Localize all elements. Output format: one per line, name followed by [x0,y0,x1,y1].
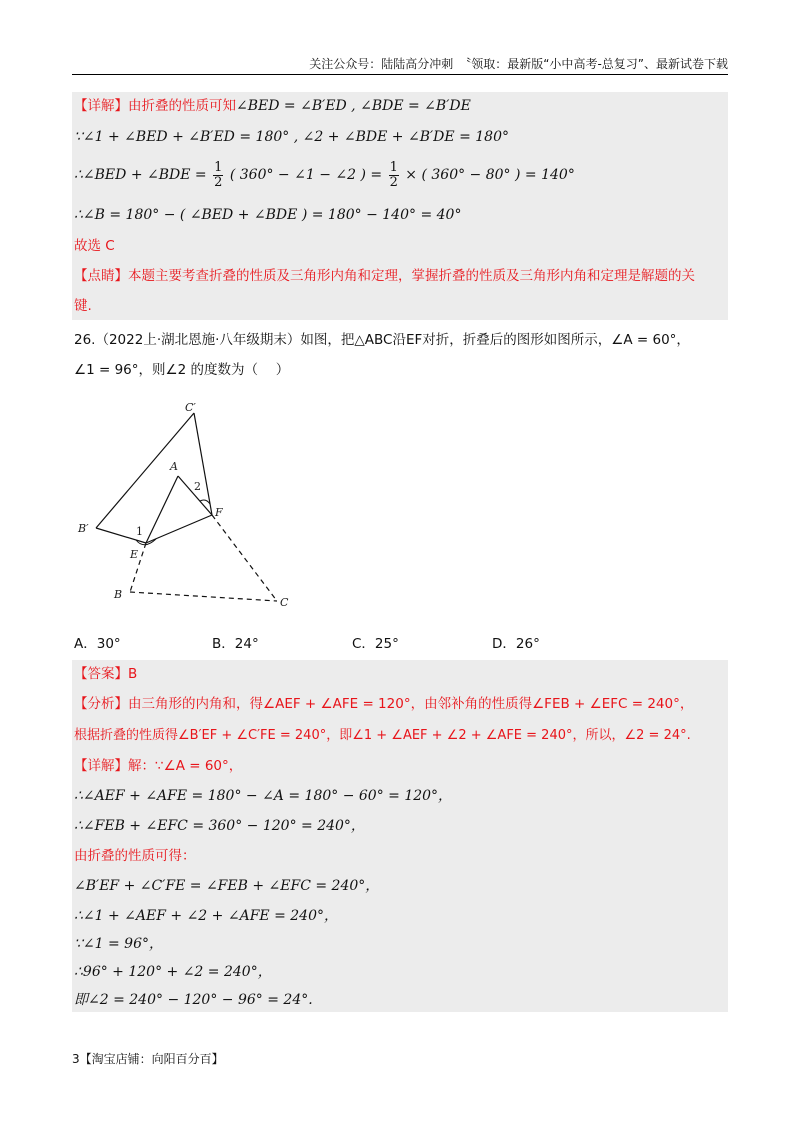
equation-2: ∵∠1 + ∠BED + ∠B′ED = 180° , ∠2 + ∠BDE + ∠B′DE = 180° [74,129,509,145]
label-c-prime: C′ [185,401,196,414]
equation-4: ∴∠B = 180° − ( ∠BED + ∠BDE ) = 180° − 140° = 40° [74,207,462,223]
option-a: A．30° [74,636,121,652]
page-header: 关注公众号：陆陆高分冲刺 〝领取：最新版“小中高考-总复习”、最新试卷下载 [72,56,728,75]
detail-text: 由折叠的性质可知 [128,98,236,114]
step-6: ∵∠1 = 96°， [74,936,163,952]
point-tag: 【点睛】 [74,268,128,284]
fraction-half-2 [389,161,399,190]
label-b-prime: B′ [78,522,89,535]
page-footer: 3【淘宝店铺：向阳百分百】 [72,1052,224,1066]
option-b: B．24° [212,636,259,652]
label-f: F [215,506,223,519]
equation-3c: × ( 360° − 80° ) = 140° [405,167,575,183]
label-b: B [114,588,123,601]
analysis-tag: 【分析】 [74,696,128,712]
analysis-text-2: 根据折叠的性质得∠B′EF + ∠C′FE = 240°，即∠1 + ∠AEF + ∠2 + ∠AFE = 240°，所以，∠2 = 24°. [74,728,691,743]
point-text-2: 键. [74,298,92,314]
question-26-stem-1: 26.（2022上·湖北恩施·八年级期末）如图，把△ABC沿EF对折，折叠后的图形如图所示，∠A = 60°， [74,332,690,348]
answer-value: B [128,666,138,682]
step-3: 由折叠的性质可得： [74,848,196,864]
analysis-text-1: 由三角形的内角和，得∠AEF + ∠AFE = 120°，由邻补角的性质得∠FEB + ∠EFC = 240°， [128,696,694,712]
label-1: 1 [136,525,143,538]
line-e-f [146,515,212,543]
detail-tag: 【详解】 [74,98,128,114]
label-e: E [130,548,139,561]
equation-1: ∠BED = ∠B′ED , ∠BDE = ∠B′DE [236,98,471,114]
line-b-prime-c-prime [96,413,194,528]
equation-3 [74,160,575,190]
choice-text: 故选 C [74,238,115,254]
line-f-c-dashed [212,515,277,601]
equation-3a: ∴∠BED + ∠BDE = [74,167,207,183]
option-c: C．25° [352,636,399,652]
detail-first: 解：∵∠A = 60°， [128,758,243,774]
fraction-den-2: 2 [389,174,398,190]
step-2: ∴∠FEB + ∠EFC = 360° − 120° = 240°， [74,818,365,834]
equation-3b: ( 360° − ∠1 − ∠2 ) = [229,167,383,183]
fraction-num: 1 [214,159,223,175]
answer-tag: 【答案】 [74,666,128,682]
fraction-half [213,161,223,190]
step-8: 即∠2 = 240° − 120° − 96° = 24°. [74,992,313,1008]
detail-tag-2: 【详解】 [74,758,128,774]
line-e-a [146,476,178,543]
label-2: 2 [194,480,201,493]
option-d: D．26° [492,636,540,652]
answer-line [74,664,137,684]
step-5: ∴∠1 + ∠AEF + ∠2 + ∠AFE = 240°， [74,908,338,924]
step-4: ∠B′EF + ∠C′FE = ∠FEB + ∠EFC = 240°， [74,878,380,894]
step-1: ∴∠AEF + ∠AFE = 180° − ∠A = 180° − 60° = 120°， [74,788,453,804]
analysis-line-1 [74,694,693,714]
detail-line-2 [74,756,242,776]
folded-triangle-figure [72,398,302,618]
fraction-den: 2 [214,174,223,190]
fraction-num-2: 1 [389,159,398,175]
label-a: A [170,460,178,473]
point-line-1 [74,266,695,286]
line-b-c-dashed [130,592,277,601]
point-text-1: 本题主要考查折叠的性质及三角形内角和定理，掌握折叠的性质及三角形内角和定理是解题的关 [128,268,695,284]
detail-line [74,96,471,116]
label-c: C [280,596,289,609]
step-7: ∴96° + 120° + ∠2 = 240°， [74,964,272,980]
question-26-stem-2: ∠1 = 96°，则∠2 的度数为（ ） [74,362,290,378]
